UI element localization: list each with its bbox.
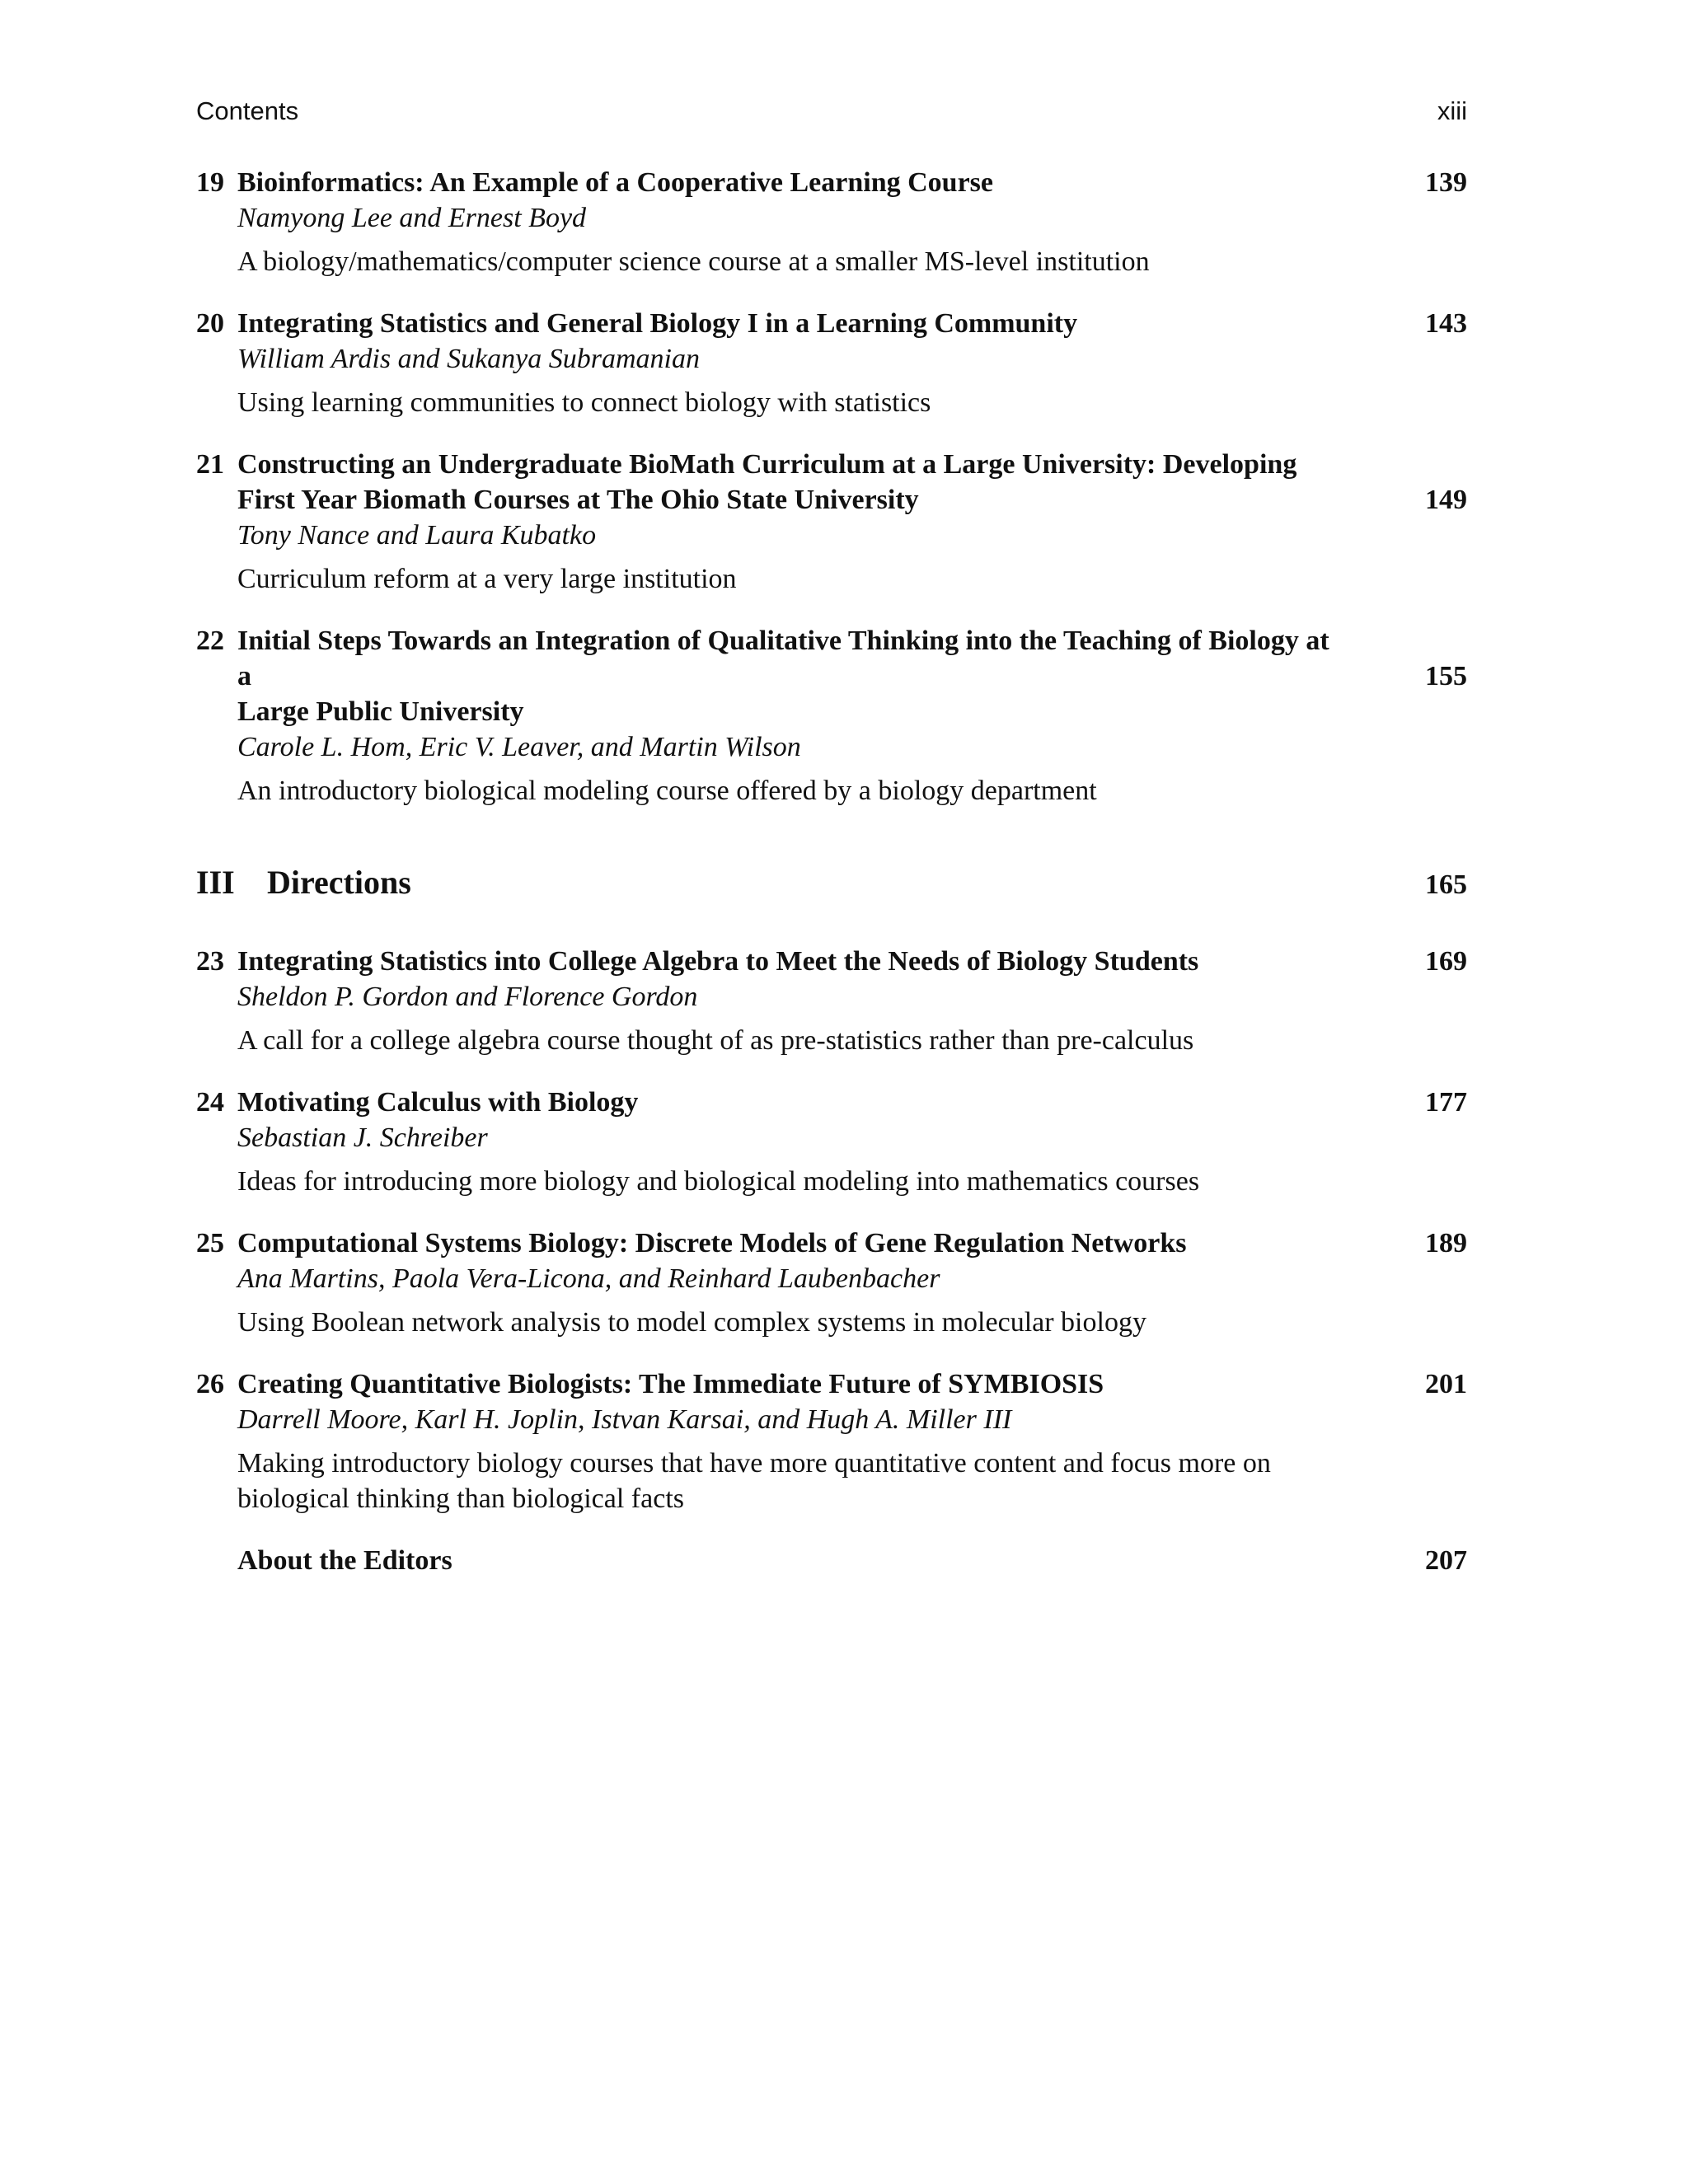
chapter-title: Bioinformatics: An Example of a Cooperative Learning Course bbox=[237, 167, 993, 198]
running-head bbox=[196, 92, 1467, 130]
entry-body bbox=[237, 165, 1343, 279]
chapter-page-number: 189 bbox=[1425, 1228, 1467, 1258]
toc-entry-about-the-editors[interactable] bbox=[196, 1543, 1467, 1578]
chapter-description: A biology/mathematics/computer science course at a smaller MS-level institution bbox=[237, 246, 1150, 277]
chapter-number: 23 bbox=[196, 946, 224, 977]
chapter-page-number: 139 bbox=[1425, 167, 1467, 198]
chapter-authors: William Ardis and Sukanya Subramanian bbox=[237, 344, 700, 374]
chapter-title: Integrating Statistics and General Biology I in a Learning Community bbox=[237, 308, 1078, 339]
chapter-page-number: 143 bbox=[1425, 308, 1467, 339]
chapter-number: 19 bbox=[196, 167, 224, 198]
chapter-description: Ideas for introducing more biology and biological modeling into mathematics courses bbox=[237, 1166, 1200, 1197]
chapter-title: Motivating Calculus with Biology bbox=[237, 1087, 639, 1118]
editors-label: About the Editors bbox=[237, 1545, 452, 1576]
entry-body bbox=[237, 1085, 1343, 1199]
running-head-page-number: xiii bbox=[1437, 96, 1467, 125]
entry-body bbox=[237, 623, 1343, 808]
chapter-number: 20 bbox=[196, 308, 224, 339]
chapter-number: 21 bbox=[196, 449, 224, 480]
chapter-description: Curriculum reform at a very large institution bbox=[237, 564, 737, 594]
chapter-page-number: 155 bbox=[1425, 661, 1467, 691]
chapter-authors: Namyong Lee and Ernest Boyd bbox=[237, 203, 587, 233]
chapter-page-number: 149 bbox=[1425, 485, 1467, 515]
chapter-description: Using learning communities to connect biology with statistics bbox=[237, 387, 931, 418]
chapter-title: Integrating Statistics into College Algebra to Meet the Needs of Biology Students bbox=[237, 946, 1199, 977]
chapter-number: 25 bbox=[196, 1228, 224, 1258]
toc-entry-22[interactable] bbox=[196, 623, 1467, 808]
chapter-title: Creating Quantitative Biologists: The Immediate Future of SYMBIOSIS bbox=[237, 1369, 1104, 1399]
toc-entry-21[interactable] bbox=[196, 447, 1467, 597]
toc-entry-19[interactable] bbox=[196, 165, 1467, 279]
chapter-number: 26 bbox=[196, 1369, 224, 1399]
chapter-title: Constructing an Undergraduate BioMath Curriculum at a Large University: Developing First Year Biomath Courses at The Ohio State University bbox=[237, 449, 1297, 515]
chapter-authors: Ana Martins, Paola Vera-Licona, and Reinhard Laubenbacher bbox=[237, 1263, 940, 1294]
chapter-authors: Carole L. Hom, Eric V. Leaver, and Martin Wilson bbox=[237, 732, 801, 762]
entry-body bbox=[237, 447, 1343, 597]
part-title: Directions bbox=[267, 864, 411, 901]
table-of-contents bbox=[196, 165, 1467, 1578]
part-number: III bbox=[196, 864, 235, 901]
chapter-description: An introductory biological modeling course offered by a biology department bbox=[237, 776, 1097, 806]
toc-entry-20[interactable] bbox=[196, 306, 1467, 420]
chapter-title: Computational Systems Biology: Discrete Models of Gene Regulation Networks bbox=[237, 1228, 1187, 1258]
running-head-title: Contents bbox=[196, 96, 299, 125]
chapter-page-number: 169 bbox=[1425, 946, 1467, 977]
toc-entry-25[interactable] bbox=[196, 1226, 1467, 1340]
entry-body bbox=[237, 1226, 1343, 1340]
chapter-description: Using Boolean network analysis to model complex systems in molecular biology bbox=[237, 1307, 1146, 1338]
toc-entry-26[interactable] bbox=[196, 1366, 1467, 1516]
chapter-authors: Sebastian J. Schreiber bbox=[237, 1122, 488, 1153]
toc-entry-24[interactable] bbox=[196, 1085, 1467, 1199]
chapter-number: 24 bbox=[196, 1087, 224, 1118]
chapter-authors: Sheldon P. Gordon and Florence Gordon bbox=[237, 982, 698, 1012]
chapter-number: 22 bbox=[196, 626, 224, 656]
chapter-page-number: 201 bbox=[1425, 1369, 1467, 1399]
editors-page-number: 207 bbox=[1425, 1545, 1467, 1576]
chapter-description: Making introductory biology courses that have more quantitative content and focus more on biological thinking than biological facts bbox=[237, 1448, 1271, 1514]
entry-body bbox=[237, 1366, 1343, 1516]
chapter-title: Initial Steps Towards an Integration of Qualitative Thinking into the Teaching of Biology at a Large Public University bbox=[237, 626, 1329, 727]
chapter-page-number: 177 bbox=[1425, 1087, 1467, 1118]
part-heading-directions[interactable] bbox=[196, 858, 1467, 907]
entry-body bbox=[237, 306, 1343, 420]
chapter-description: A call for a college algebra course thought of as pre-statistics rather than pre-calculus bbox=[237, 1025, 1194, 1056]
toc-entry-23[interactable] bbox=[196, 944, 1467, 1058]
entry-body bbox=[237, 944, 1343, 1058]
chapter-authors: Darrell Moore, Karl H. Joplin, Istvan Karsai, and Hugh A. Miller III bbox=[237, 1404, 1012, 1435]
chapter-authors: Tony Nance and Laura Kubatko bbox=[237, 520, 597, 551]
part-page-number: 165 bbox=[1425, 869, 1467, 900]
